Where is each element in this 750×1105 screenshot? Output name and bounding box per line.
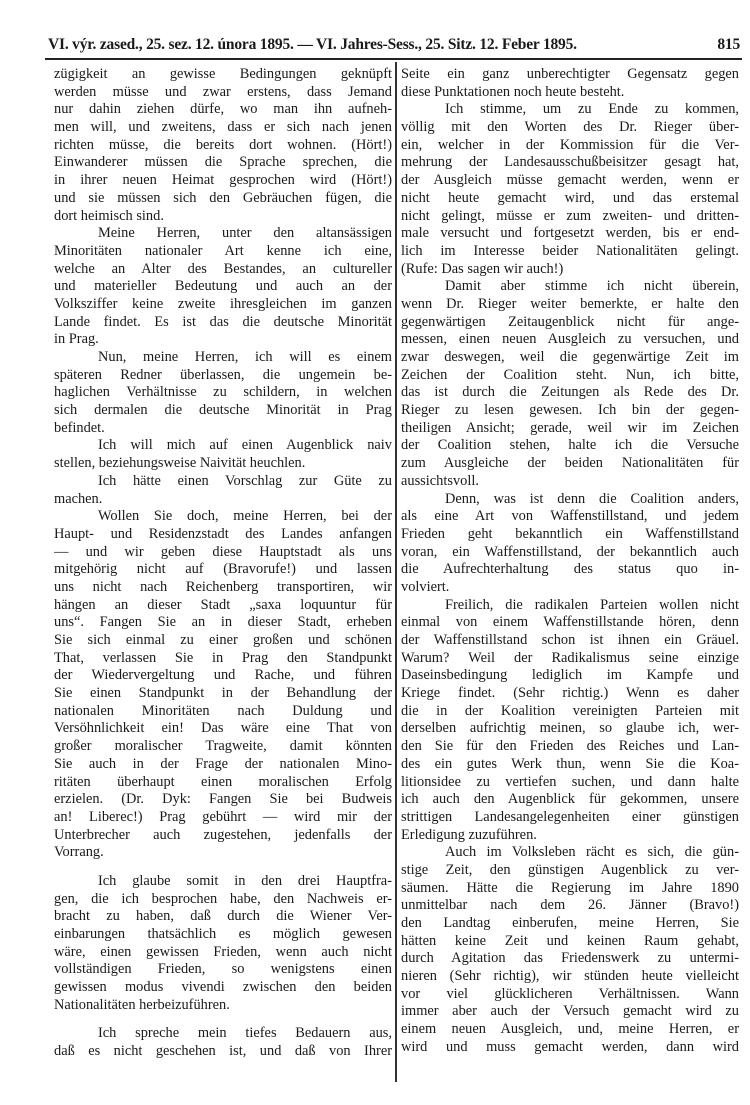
text-line: welche an Alter des Bestandes, an cultureller bbox=[54, 260, 392, 277]
text-line: daß es nicht geschehen ist, und daß von Ihrer bbox=[54, 1043, 392, 1060]
text-line: aussichtsvoll. bbox=[401, 472, 479, 489]
text-line: wird und muss gemacht werden, dann wird bbox=[401, 1038, 739, 1055]
text-line: einem neuen Ausgleich, und, meine Herren, er bbox=[401, 1021, 739, 1038]
text-line: vor viel glücklicheren Verhältnissen. Wann bbox=[401, 985, 739, 1002]
text-line: Daseinsbedingung lediglich im Kampfe und bbox=[401, 667, 739, 684]
text-line: voran, ein Waffenstillstand, der bekanntlich auch bbox=[401, 543, 739, 560]
text-line: die Aufrechterhaltung des status quo in- bbox=[401, 561, 739, 578]
text-line: das ist durch die Zeitungen als Rede des Dr. bbox=[401, 384, 739, 401]
text-line: Nun, meine Herren, ich will es einem bbox=[98, 349, 392, 365]
text-line: machen. bbox=[54, 490, 103, 507]
text-line: mehrung der Landesausschußbeisitzer gesagt hat, bbox=[401, 154, 739, 171]
text-line: der Coalition stehen, halte ich die Versuche bbox=[401, 437, 739, 454]
text-line: Minoritäten nationaler Art kenne ich eine, bbox=[54, 242, 392, 259]
text-line: nur dahin ziehen dürfe, wo man ihn aufneh- bbox=[54, 101, 392, 118]
text-line: säumen. Hätte die Regierung im Jahre 1890 bbox=[401, 879, 739, 896]
text-line: Kriege findet. (Sehr richtig.) Wenn es daher bbox=[401, 685, 739, 702]
text-line: lich im Interesse beider Nationalitäten gelingt. bbox=[401, 242, 739, 259]
text-line: Nationalitäten herbeizuführen. bbox=[54, 996, 230, 1013]
text-line: dort heimisch sind. bbox=[54, 207, 164, 224]
text-line: male versucht und fortgesetzt werden, bis er end- bbox=[401, 225, 739, 242]
page-number: 815 bbox=[717, 36, 740, 53]
text-line: nicht heute gemacht wird, und das erstemal bbox=[401, 189, 739, 206]
text-line: Wollen Sie doch, meine Herren, bei der bbox=[98, 508, 392, 525]
text-line: Seite ein ganz unberechtigter Gegensatz gegen bbox=[401, 66, 739, 82]
text-line: (Rufe: Das sagen wir auch!) bbox=[401, 260, 564, 277]
paragraph bbox=[54, 437, 392, 472]
text-line: werden müsse und zwar erstens, dass Jemand bbox=[54, 83, 392, 100]
text-line: Sie einen Standpunkt in der Behandlung der bbox=[54, 685, 392, 702]
paragraph bbox=[54, 1025, 392, 1060]
text-line: zügigkeit an gewisse Bedingungen geknüpft bbox=[54, 66, 392, 82]
text-line: des ein gutes Werk thun, wenn Sie die Koa- bbox=[401, 755, 739, 772]
text-line: vollständigen Frieden, so wenigstens einen bbox=[54, 961, 392, 978]
text-line: den Sie für den Frieden des Reiches und Lan- bbox=[401, 738, 739, 755]
text-line: wäre, einen gewissen Frieden, wenn auch nicht bbox=[54, 943, 392, 960]
text-line: Meine Herren, unter den altansässigen bbox=[98, 225, 392, 242]
text-line: einmal von einem Waffenstillstande hören, denn bbox=[401, 614, 739, 631]
text-line: ich auch den Augenblick für gekommen, unsere bbox=[401, 791, 739, 808]
text-line: Sie auch in der Frage der nationalen Mino- bbox=[54, 755, 392, 772]
text-line: Ich spreche mein tiefes Bedauern aus, bbox=[98, 1025, 392, 1042]
header-session-info: VI. výr. zased., 25. sez. 12. února 1895. — VI. Jahres-Sess., 25. Sitz. 12. Feber 1895. bbox=[48, 36, 577, 53]
header-rule bbox=[45, 58, 742, 60]
text-line: der Wiedervergeltung und Rache, und führen bbox=[54, 667, 392, 684]
right-column bbox=[401, 66, 739, 1057]
paragraph bbox=[401, 844, 739, 1056]
text-line: Versöhnlichkeit ein! Das wäre eine That von bbox=[54, 720, 392, 737]
text-line: Lande findet. Es ist das die deutsche Minorität bbox=[54, 313, 392, 330]
text-line: ein, welcher in der Kommission für die Ver- bbox=[401, 136, 739, 153]
text-line: volviert. bbox=[401, 578, 450, 595]
text-line: Sie sich einmal zu einer großen und schönen bbox=[54, 632, 392, 648]
text-line: uns“. Fangen Sie an in dieser Stadt, erheben bbox=[54, 614, 392, 631]
text-line: völlig mit den Worten des Dr. Rieger über- bbox=[401, 119, 739, 136]
paragraph bbox=[54, 508, 392, 862]
text-line: und materieller Bedeutung und auch an der bbox=[54, 278, 392, 295]
text-line: hätten keine Zeit und keinen Raum gehabt, bbox=[401, 932, 739, 949]
running-header bbox=[48, 36, 740, 56]
text-line: erzielen. (Dr. Dyk: Fangen Sie bei Budweis bbox=[54, 791, 392, 808]
text-line: in Prag. bbox=[54, 331, 99, 348]
text-line: Volksziffer keine zweite ihresgleichen im ganzen bbox=[54, 295, 392, 312]
text-line: uns nicht nach Reichenberg transportiren, wir bbox=[54, 578, 392, 595]
text-line: mitgehörig nicht auf (Bravorufe!) und lassen bbox=[54, 561, 392, 578]
paragraph bbox=[401, 278, 739, 490]
column-divider bbox=[395, 62, 397, 1082]
text-line: einbarungen thatsächlich es möglich gewesen bbox=[54, 926, 392, 942]
text-line: wenn Dr. Rieger weiter bemerkte, er halte den bbox=[401, 295, 739, 312]
text-line: messen, einen neuen Ausgleich zu versuchen, und bbox=[401, 331, 739, 348]
text-line: Freilich, die radikalen Parteien wollen nicht bbox=[445, 596, 739, 613]
paragraph bbox=[54, 349, 392, 437]
paragraph bbox=[401, 491, 739, 597]
text-line: ritäten überhaupt einen moralischen Erfolg bbox=[54, 773, 392, 790]
text-line: großer moralischer Tragweite, damit könnten bbox=[54, 738, 392, 755]
text-line: immer aber auch der Versuch gemacht wird zu bbox=[401, 1003, 739, 1020]
text-line: nieren (Sehr richtig), wir stünden heute vielleicht bbox=[401, 968, 739, 985]
text-line: Unterbrecher auch zugestehen, jedenfalls der bbox=[54, 826, 392, 843]
text-line: zum Ausgleiche der beiden Nationalitäten für bbox=[401, 455, 739, 472]
text-line: That, verlassen Sie in Prag den Standpunkt bbox=[54, 649, 392, 666]
text-line: befindet. bbox=[54, 419, 105, 436]
text-line: Frieden geht bekanntlich ein Waffenstillstand bbox=[401, 525, 739, 542]
text-line: Warum? Weil der Radikalismus seine einzige bbox=[401, 649, 739, 666]
text-line: Ich will mich auf einen Augenblick naiv bbox=[98, 437, 392, 454]
text-line: richten müsse, die bereits dort wohnen. (Hört!) bbox=[54, 136, 392, 153]
text-line: derselben aufrichtig meinen, so glaube ich, wer- bbox=[401, 720, 739, 737]
text-line: Einwanderer müssen die Sprache sprechen, die bbox=[54, 154, 392, 171]
text-line: zwar deswegen, weil die gegenwärtige Zeit im bbox=[401, 349, 739, 365]
text-line: nicht gelingt, müsse er zum zweiten- und dritten- bbox=[401, 207, 739, 224]
text-line: die in der Koalition vereinigten Parteien mit bbox=[401, 702, 739, 719]
paragraph bbox=[54, 873, 392, 1015]
paragraph bbox=[54, 225, 392, 349]
text-line: stige Zeit, den günstigen Augenblick zu ver- bbox=[401, 861, 739, 878]
paragraph bbox=[54, 473, 392, 508]
text-line: haglichen Verhältnisse zu schildern, in welchen bbox=[54, 384, 392, 401]
text-line: theiligen Ansicht; gerade, weil wir im Zeichen bbox=[401, 419, 739, 436]
text-line: stellen, beziehungsweise Naivität heuchlen. bbox=[54, 455, 306, 472]
text-line: und sie müssen sich den Gebräuchen fügen, die bbox=[54, 189, 392, 206]
text-line: nationalen Minoritäten nach Duldung und bbox=[54, 702, 392, 719]
text-line: Auch im Volksleben rächt es sich, die gün- bbox=[445, 844, 739, 861]
text-line: gewissen modus vivendi zwischen den beiden bbox=[54, 979, 392, 996]
text-line: sich dermalen die deutsche Minorität in Prag bbox=[54, 402, 392, 419]
paragraph bbox=[54, 66, 392, 225]
text-line: diese Punktationen noch heute besteht. bbox=[401, 83, 625, 100]
text-line: Rieger zu lesen gewesen. Ich bin der gegen- bbox=[401, 402, 739, 419]
text-line: Haupt- und Residenzstadt des Landes anfangen bbox=[54, 525, 392, 542]
text-line: Ich hätte einen Vorschlag zur Güte zu bbox=[98, 472, 392, 489]
text-line: hängen an dieser Stadt „saxa loquuntur für bbox=[54, 596, 392, 613]
text-line: späteren Redner überlassen, die ungemein be- bbox=[54, 366, 392, 383]
text-line: Denn, was ist denn die Coalition anders, bbox=[445, 490, 739, 507]
paragraph bbox=[401, 597, 739, 845]
text-line: men will, und zweitens, dass er sich nach jenen bbox=[54, 119, 392, 136]
text-line: Ich stimme, um zu Ende zu kommen, bbox=[445, 101, 739, 118]
text-line: durch Agitation das Friedenswerk zu untermi- bbox=[401, 950, 739, 967]
text-line: bracht zu haben, daß durch die Wiener Ver- bbox=[54, 908, 392, 925]
paragraph bbox=[401, 66, 739, 101]
text-line: strittigen Landesangelegenheiten einer günstigen bbox=[401, 808, 739, 825]
text-line: — und wir geben diese Hauptstadt als uns bbox=[54, 543, 392, 560]
text-line: Ich glaube somit in den drei Hauptfra- bbox=[98, 872, 392, 889]
text-line: Damit aber stimme ich nicht überein, bbox=[445, 278, 739, 295]
text-line: Zeichen der Coalition steht. Nun, ich bitte, bbox=[401, 366, 739, 383]
text-line: den Landtag einberufen, meine Herren, Sie bbox=[401, 915, 739, 931]
text-line: Vorrang. bbox=[54, 844, 104, 861]
text-line: unmittelbar nach dem 26. Jänner (Bravo!) bbox=[401, 897, 739, 914]
left-column bbox=[54, 66, 392, 1061]
text-line: der Waffenstillstand schon ist ihnen ein Gräuel. bbox=[401, 632, 739, 648]
text-line: gen, die ich besprochen habe, den Nachweis er- bbox=[54, 890, 392, 907]
text-line: als eine Art von Waffenstillstand, und jedem bbox=[401, 508, 739, 525]
text-line: der Ausgleich müsse gemacht werden, wenn er bbox=[401, 172, 739, 189]
text-line: gegenwärtigen Zeitaugenblick nicht für ange- bbox=[401, 313, 739, 330]
text-line: in ihrer neuen Heimat gesprochen wird (Hört!) bbox=[54, 172, 392, 189]
paragraph bbox=[401, 101, 739, 278]
text-line: an! Liberec!) Prag gebührt — wird mir der bbox=[54, 808, 392, 825]
text-line: Erledigung zuzuführen. bbox=[401, 826, 537, 843]
text-line: litionsidee zu vertiefen suchen, und dann halte bbox=[401, 773, 739, 790]
